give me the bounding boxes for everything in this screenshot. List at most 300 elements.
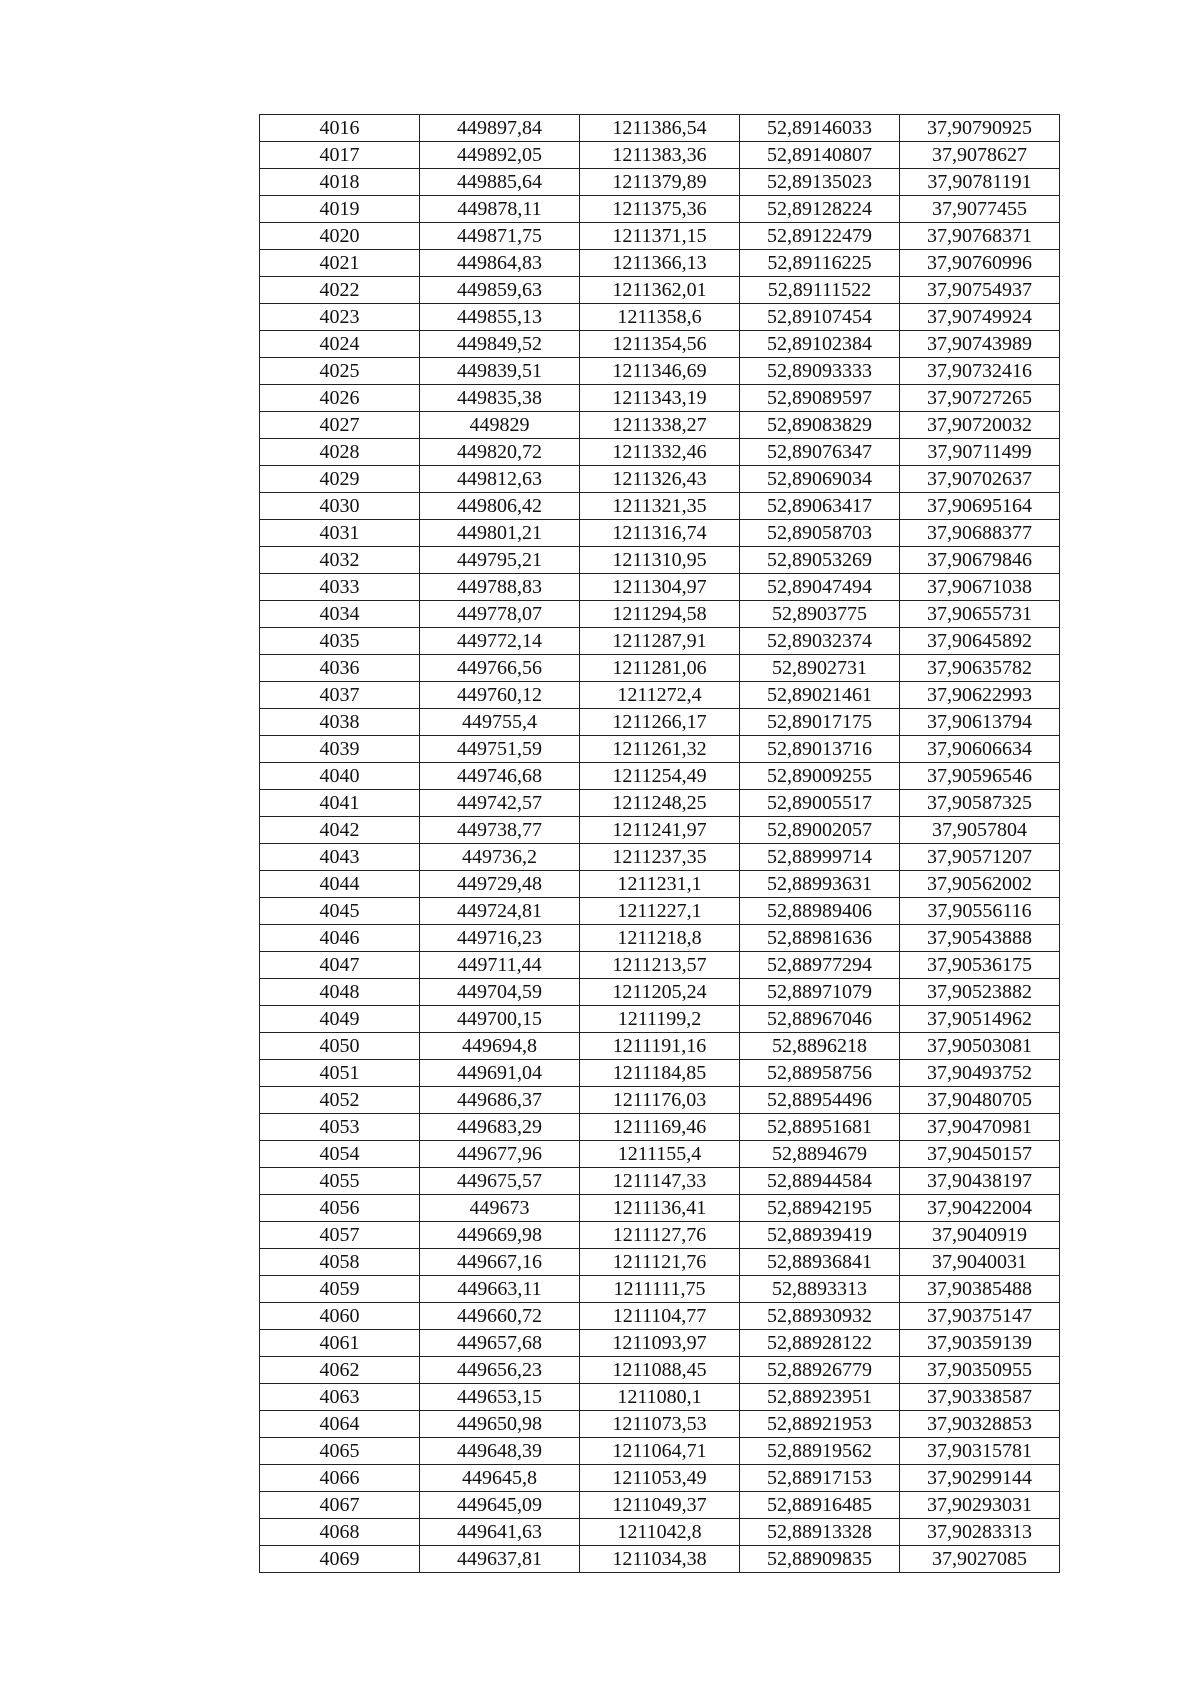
x-coordinate-cell: 449669,98 xyxy=(420,1222,580,1249)
x-coordinate-cell: 449645,09 xyxy=(420,1492,580,1519)
longitude-cell: 37,90781191 xyxy=(900,169,1060,196)
table-row xyxy=(260,898,1060,925)
x-coordinate-cell: 449736,2 xyxy=(420,844,580,871)
y-coordinate-cell: 1211287,91 xyxy=(580,628,740,655)
table-row xyxy=(260,709,1060,736)
latitude-cell: 52,88909835 xyxy=(740,1546,900,1573)
point-number-cell: 4019 xyxy=(260,196,420,223)
point-number-cell: 4056 xyxy=(260,1195,420,1222)
longitude-cell: 37,90470981 xyxy=(900,1114,1060,1141)
longitude-cell: 37,90438197 xyxy=(900,1168,1060,1195)
latitude-cell: 52,88916485 xyxy=(740,1492,900,1519)
longitude-cell: 37,90613794 xyxy=(900,709,1060,736)
y-coordinate-cell: 1211248,25 xyxy=(580,790,740,817)
latitude-cell: 52,88993631 xyxy=(740,871,900,898)
longitude-cell: 37,90299144 xyxy=(900,1465,1060,1492)
point-number-cell: 4059 xyxy=(260,1276,420,1303)
latitude-cell: 52,88951681 xyxy=(740,1114,900,1141)
table-row xyxy=(260,1249,1060,1276)
longitude-cell: 37,90422004 xyxy=(900,1195,1060,1222)
latitude-cell: 52,89135023 xyxy=(740,169,900,196)
table-row xyxy=(260,1411,1060,1438)
coordinates-table-body xyxy=(260,115,1060,1573)
y-coordinate-cell: 1211326,43 xyxy=(580,466,740,493)
point-number-cell: 4043 xyxy=(260,844,420,871)
x-coordinate-cell: 449829 xyxy=(420,412,580,439)
point-number-cell: 4033 xyxy=(260,574,420,601)
y-coordinate-cell: 1211316,74 xyxy=(580,520,740,547)
point-number-cell: 4027 xyxy=(260,412,420,439)
table-row xyxy=(260,1330,1060,1357)
latitude-cell: 52,88999714 xyxy=(740,844,900,871)
longitude-cell: 37,90743989 xyxy=(900,331,1060,358)
longitude-cell: 37,9027085 xyxy=(900,1546,1060,1573)
y-coordinate-cell: 1211375,36 xyxy=(580,196,740,223)
longitude-cell: 37,90543888 xyxy=(900,925,1060,952)
table-row xyxy=(260,196,1060,223)
point-number-cell: 4031 xyxy=(260,520,420,547)
y-coordinate-cell: 1211191,16 xyxy=(580,1033,740,1060)
x-coordinate-cell: 449855,13 xyxy=(420,304,580,331)
y-coordinate-cell: 1211386,54 xyxy=(580,115,740,142)
table-row xyxy=(260,1519,1060,1546)
longitude-cell: 37,90293031 xyxy=(900,1492,1060,1519)
x-coordinate-cell: 449675,57 xyxy=(420,1168,580,1195)
table-row xyxy=(260,1357,1060,1384)
point-number-cell: 4067 xyxy=(260,1492,420,1519)
point-number-cell: 4021 xyxy=(260,250,420,277)
point-number-cell: 4025 xyxy=(260,358,420,385)
table-row xyxy=(260,385,1060,412)
y-coordinate-cell: 1211169,46 xyxy=(580,1114,740,1141)
point-number-cell: 4068 xyxy=(260,1519,420,1546)
longitude-cell: 37,90695164 xyxy=(900,493,1060,520)
y-coordinate-cell: 1211147,33 xyxy=(580,1168,740,1195)
table-row xyxy=(260,547,1060,574)
longitude-cell: 37,90328853 xyxy=(900,1411,1060,1438)
point-number-cell: 4050 xyxy=(260,1033,420,1060)
y-coordinate-cell: 1211111,75 xyxy=(580,1276,740,1303)
latitude-cell: 52,89122479 xyxy=(740,223,900,250)
point-number-cell: 4024 xyxy=(260,331,420,358)
point-number-cell: 4018 xyxy=(260,169,420,196)
x-coordinate-cell: 449871,75 xyxy=(420,223,580,250)
latitude-cell: 52,88989406 xyxy=(740,898,900,925)
latitude-cell: 52,88928122 xyxy=(740,1330,900,1357)
longitude-cell: 37,9040919 xyxy=(900,1222,1060,1249)
table-row xyxy=(260,952,1060,979)
longitude-cell: 37,90338587 xyxy=(900,1384,1060,1411)
y-coordinate-cell: 1211080,1 xyxy=(580,1384,740,1411)
y-coordinate-cell: 1211155,4 xyxy=(580,1141,740,1168)
point-number-cell: 4063 xyxy=(260,1384,420,1411)
x-coordinate-cell: 449742,57 xyxy=(420,790,580,817)
x-coordinate-cell: 449766,56 xyxy=(420,655,580,682)
y-coordinate-cell: 1211343,19 xyxy=(580,385,740,412)
point-number-cell: 4066 xyxy=(260,1465,420,1492)
longitude-cell: 37,90596546 xyxy=(900,763,1060,790)
latitude-cell: 52,88967046 xyxy=(740,1006,900,1033)
table-row xyxy=(260,1492,1060,1519)
table-row xyxy=(260,628,1060,655)
y-coordinate-cell: 1211362,01 xyxy=(580,277,740,304)
latitude-cell: 52,89047494 xyxy=(740,574,900,601)
y-coordinate-cell: 1211294,58 xyxy=(580,601,740,628)
x-coordinate-cell: 449645,8 xyxy=(420,1465,580,1492)
point-number-cell: 4036 xyxy=(260,655,420,682)
point-number-cell: 4044 xyxy=(260,871,420,898)
longitude-cell: 37,9077455 xyxy=(900,196,1060,223)
longitude-cell: 37,90523882 xyxy=(900,979,1060,1006)
table-row xyxy=(260,1195,1060,1222)
x-coordinate-cell: 449801,21 xyxy=(420,520,580,547)
point-number-cell: 4051 xyxy=(260,1060,420,1087)
y-coordinate-cell: 1211093,97 xyxy=(580,1330,740,1357)
longitude-cell: 37,9040031 xyxy=(900,1249,1060,1276)
latitude-cell: 52,89107454 xyxy=(740,304,900,331)
latitude-cell: 52,88942195 xyxy=(740,1195,900,1222)
x-coordinate-cell: 449663,11 xyxy=(420,1276,580,1303)
point-number-cell: 4039 xyxy=(260,736,420,763)
longitude-cell: 37,90645892 xyxy=(900,628,1060,655)
x-coordinate-cell: 449778,07 xyxy=(420,601,580,628)
table-row xyxy=(260,871,1060,898)
x-coordinate-cell: 449751,59 xyxy=(420,736,580,763)
longitude-cell: 37,9078627 xyxy=(900,142,1060,169)
y-coordinate-cell: 1211127,76 xyxy=(580,1222,740,1249)
longitude-cell: 37,90727265 xyxy=(900,385,1060,412)
longitude-cell: 37,90571207 xyxy=(900,844,1060,871)
point-number-cell: 4034 xyxy=(260,601,420,628)
point-number-cell: 4030 xyxy=(260,493,420,520)
table-row xyxy=(260,1114,1060,1141)
x-coordinate-cell: 449667,16 xyxy=(420,1249,580,1276)
point-number-cell: 4029 xyxy=(260,466,420,493)
point-number-cell: 4062 xyxy=(260,1357,420,1384)
point-number-cell: 4035 xyxy=(260,628,420,655)
y-coordinate-cell: 1211049,37 xyxy=(580,1492,740,1519)
point-number-cell: 4016 xyxy=(260,115,420,142)
y-coordinate-cell: 1211184,85 xyxy=(580,1060,740,1087)
point-number-cell: 4046 xyxy=(260,925,420,952)
x-coordinate-cell: 449859,63 xyxy=(420,277,580,304)
y-coordinate-cell: 1211121,76 xyxy=(580,1249,740,1276)
x-coordinate-cell: 449700,15 xyxy=(420,1006,580,1033)
point-number-cell: 4022 xyxy=(260,277,420,304)
longitude-cell: 37,90503081 xyxy=(900,1033,1060,1060)
latitude-cell: 52,88913328 xyxy=(740,1519,900,1546)
latitude-cell: 52,89116225 xyxy=(740,250,900,277)
coordinates-table xyxy=(259,114,1060,1573)
y-coordinate-cell: 1211332,46 xyxy=(580,439,740,466)
x-coordinate-cell: 449686,37 xyxy=(420,1087,580,1114)
y-coordinate-cell: 1211310,95 xyxy=(580,547,740,574)
x-coordinate-cell: 449691,04 xyxy=(420,1060,580,1087)
x-coordinate-cell: 449864,83 xyxy=(420,250,580,277)
longitude-cell: 37,90359139 xyxy=(900,1330,1060,1357)
y-coordinate-cell: 1211042,8 xyxy=(580,1519,740,1546)
longitude-cell: 37,90350955 xyxy=(900,1357,1060,1384)
longitude-cell: 37,90536175 xyxy=(900,952,1060,979)
latitude-cell: 52,88971079 xyxy=(740,979,900,1006)
x-coordinate-cell: 449738,77 xyxy=(420,817,580,844)
x-coordinate-cell: 449795,21 xyxy=(420,547,580,574)
x-coordinate-cell: 449657,68 xyxy=(420,1330,580,1357)
longitude-cell: 37,9057804 xyxy=(900,817,1060,844)
x-coordinate-cell: 449746,68 xyxy=(420,763,580,790)
table-row xyxy=(260,1546,1060,1573)
longitude-cell: 37,90688377 xyxy=(900,520,1060,547)
x-coordinate-cell: 449772,14 xyxy=(420,628,580,655)
longitude-cell: 37,90622993 xyxy=(900,682,1060,709)
point-number-cell: 4047 xyxy=(260,952,420,979)
y-coordinate-cell: 1211241,97 xyxy=(580,817,740,844)
x-coordinate-cell: 449885,64 xyxy=(420,169,580,196)
longitude-cell: 37,90679846 xyxy=(900,547,1060,574)
x-coordinate-cell: 449650,98 xyxy=(420,1411,580,1438)
x-coordinate-cell: 449839,51 xyxy=(420,358,580,385)
longitude-cell: 37,90514962 xyxy=(900,1006,1060,1033)
point-number-cell: 4055 xyxy=(260,1168,420,1195)
x-coordinate-cell: 449892,05 xyxy=(420,142,580,169)
point-number-cell: 4028 xyxy=(260,439,420,466)
latitude-cell: 52,88981636 xyxy=(740,925,900,952)
x-coordinate-cell: 449849,52 xyxy=(420,331,580,358)
table-row xyxy=(260,1384,1060,1411)
latitude-cell: 52,89069034 xyxy=(740,466,900,493)
y-coordinate-cell: 1211304,97 xyxy=(580,574,740,601)
latitude-cell: 52,88921953 xyxy=(740,1411,900,1438)
longitude-cell: 37,90732416 xyxy=(900,358,1060,385)
point-number-cell: 4041 xyxy=(260,790,420,817)
table-row xyxy=(260,1168,1060,1195)
longitude-cell: 37,90450157 xyxy=(900,1141,1060,1168)
point-number-cell: 4057 xyxy=(260,1222,420,1249)
longitude-cell: 37,90385488 xyxy=(900,1276,1060,1303)
longitude-cell: 37,90556116 xyxy=(900,898,1060,925)
table-row xyxy=(260,250,1060,277)
longitude-cell: 37,90587325 xyxy=(900,790,1060,817)
latitude-cell: 52,88930932 xyxy=(740,1303,900,1330)
longitude-cell: 37,90562002 xyxy=(900,871,1060,898)
table-row xyxy=(260,1438,1060,1465)
x-coordinate-cell: 449878,11 xyxy=(420,196,580,223)
y-coordinate-cell: 1211338,27 xyxy=(580,412,740,439)
y-coordinate-cell: 1211261,32 xyxy=(580,736,740,763)
x-coordinate-cell: 449653,15 xyxy=(420,1384,580,1411)
table-row xyxy=(260,277,1060,304)
point-number-cell: 4020 xyxy=(260,223,420,250)
latitude-cell: 52,89128224 xyxy=(740,196,900,223)
point-number-cell: 4017 xyxy=(260,142,420,169)
longitude-cell: 37,90606634 xyxy=(900,736,1060,763)
y-coordinate-cell: 1211366,13 xyxy=(580,250,740,277)
y-coordinate-cell: 1211237,35 xyxy=(580,844,740,871)
longitude-cell: 37,90493752 xyxy=(900,1060,1060,1087)
latitude-cell: 52,8902731 xyxy=(740,655,900,682)
table-row xyxy=(260,1276,1060,1303)
point-number-cell: 4048 xyxy=(260,979,420,1006)
x-coordinate-cell: 449656,23 xyxy=(420,1357,580,1384)
y-coordinate-cell: 1211034,38 xyxy=(580,1546,740,1573)
latitude-cell: 52,88954496 xyxy=(740,1087,900,1114)
x-coordinate-cell: 449835,38 xyxy=(420,385,580,412)
point-number-cell: 4045 xyxy=(260,898,420,925)
latitude-cell: 52,88958756 xyxy=(740,1060,900,1087)
longitude-cell: 37,90480705 xyxy=(900,1087,1060,1114)
latitude-cell: 52,89083829 xyxy=(740,412,900,439)
latitude-cell: 52,89093333 xyxy=(740,358,900,385)
y-coordinate-cell: 1211227,1 xyxy=(580,898,740,925)
latitude-cell: 52,89053269 xyxy=(740,547,900,574)
longitude-cell: 37,90749924 xyxy=(900,304,1060,331)
table-row xyxy=(260,1060,1060,1087)
x-coordinate-cell: 449641,63 xyxy=(420,1519,580,1546)
point-number-cell: 4026 xyxy=(260,385,420,412)
x-coordinate-cell: 449677,96 xyxy=(420,1141,580,1168)
table-row xyxy=(260,925,1060,952)
latitude-cell: 52,8894679 xyxy=(740,1141,900,1168)
point-number-cell: 4040 xyxy=(260,763,420,790)
x-coordinate-cell: 449660,72 xyxy=(420,1303,580,1330)
point-number-cell: 4060 xyxy=(260,1303,420,1330)
x-coordinate-cell: 449729,48 xyxy=(420,871,580,898)
table-row xyxy=(260,331,1060,358)
y-coordinate-cell: 1211358,6 xyxy=(580,304,740,331)
table-row xyxy=(260,1006,1060,1033)
table-row xyxy=(260,790,1060,817)
y-coordinate-cell: 1211213,57 xyxy=(580,952,740,979)
table-row xyxy=(260,736,1060,763)
table-row xyxy=(260,493,1060,520)
point-number-cell: 4037 xyxy=(260,682,420,709)
longitude-cell: 37,90283313 xyxy=(900,1519,1060,1546)
latitude-cell: 52,8896218 xyxy=(740,1033,900,1060)
point-number-cell: 4069 xyxy=(260,1546,420,1573)
y-coordinate-cell: 1211218,8 xyxy=(580,925,740,952)
y-coordinate-cell: 1211231,1 xyxy=(580,871,740,898)
x-coordinate-cell: 449760,12 xyxy=(420,682,580,709)
table-row xyxy=(260,844,1060,871)
table-row xyxy=(260,115,1060,142)
y-coordinate-cell: 1211176,03 xyxy=(580,1087,740,1114)
longitude-cell: 37,90711499 xyxy=(900,439,1060,466)
latitude-cell: 52,89076347 xyxy=(740,439,900,466)
x-coordinate-cell: 449716,23 xyxy=(420,925,580,952)
table-row xyxy=(260,979,1060,1006)
longitude-cell: 37,90702637 xyxy=(900,466,1060,493)
table-row xyxy=(260,655,1060,682)
latitude-cell: 52,89002057 xyxy=(740,817,900,844)
y-coordinate-cell: 1211346,69 xyxy=(580,358,740,385)
latitude-cell: 52,88939419 xyxy=(740,1222,900,1249)
table-row xyxy=(260,817,1060,844)
table-row xyxy=(260,1033,1060,1060)
longitude-cell: 37,90655731 xyxy=(900,601,1060,628)
x-coordinate-cell: 449683,29 xyxy=(420,1114,580,1141)
latitude-cell: 52,88917153 xyxy=(740,1465,900,1492)
table-row xyxy=(260,466,1060,493)
x-coordinate-cell: 449788,83 xyxy=(420,574,580,601)
latitude-cell: 52,89146033 xyxy=(740,115,900,142)
point-number-cell: 4061 xyxy=(260,1330,420,1357)
latitude-cell: 52,89111522 xyxy=(740,277,900,304)
point-number-cell: 4064 xyxy=(260,1411,420,1438)
point-number-cell: 4058 xyxy=(260,1249,420,1276)
latitude-cell: 52,88919562 xyxy=(740,1438,900,1465)
longitude-cell: 37,90720032 xyxy=(900,412,1060,439)
longitude-cell: 37,90754937 xyxy=(900,277,1060,304)
table-row xyxy=(260,169,1060,196)
y-coordinate-cell: 1211136,41 xyxy=(580,1195,740,1222)
table-row xyxy=(260,520,1060,547)
latitude-cell: 52,89005517 xyxy=(740,790,900,817)
x-coordinate-cell: 449711,44 xyxy=(420,952,580,979)
latitude-cell: 52,89058703 xyxy=(740,520,900,547)
latitude-cell: 52,88923951 xyxy=(740,1384,900,1411)
y-coordinate-cell: 1211266,17 xyxy=(580,709,740,736)
x-coordinate-cell: 449755,4 xyxy=(420,709,580,736)
longitude-cell: 37,90768371 xyxy=(900,223,1060,250)
latitude-cell: 52,88936841 xyxy=(740,1249,900,1276)
table-row xyxy=(260,304,1060,331)
point-number-cell: 4049 xyxy=(260,1006,420,1033)
x-coordinate-cell: 449673 xyxy=(420,1195,580,1222)
point-number-cell: 4042 xyxy=(260,817,420,844)
point-number-cell: 4038 xyxy=(260,709,420,736)
y-coordinate-cell: 1211199,2 xyxy=(580,1006,740,1033)
latitude-cell: 52,89013716 xyxy=(740,736,900,763)
y-coordinate-cell: 1211383,36 xyxy=(580,142,740,169)
longitude-cell: 37,90760996 xyxy=(900,250,1060,277)
x-coordinate-cell: 449820,72 xyxy=(420,439,580,466)
y-coordinate-cell: 1211064,71 xyxy=(580,1438,740,1465)
longitude-cell: 37,90635782 xyxy=(900,655,1060,682)
y-coordinate-cell: 1211088,45 xyxy=(580,1357,740,1384)
x-coordinate-cell: 449724,81 xyxy=(420,898,580,925)
latitude-cell: 52,8903775 xyxy=(740,601,900,628)
table-row xyxy=(260,574,1060,601)
y-coordinate-cell: 1211272,4 xyxy=(580,682,740,709)
latitude-cell: 52,8893313 xyxy=(740,1276,900,1303)
table-row xyxy=(260,601,1060,628)
y-coordinate-cell: 1211254,49 xyxy=(580,763,740,790)
point-number-cell: 4054 xyxy=(260,1141,420,1168)
longitude-cell: 37,90375147 xyxy=(900,1303,1060,1330)
table-row xyxy=(260,142,1060,169)
y-coordinate-cell: 1211205,24 xyxy=(580,979,740,1006)
longitude-cell: 37,90671038 xyxy=(900,574,1060,601)
y-coordinate-cell: 1211371,15 xyxy=(580,223,740,250)
table-row xyxy=(260,1303,1060,1330)
table-row xyxy=(260,439,1060,466)
latitude-cell: 52,89017175 xyxy=(740,709,900,736)
longitude-cell: 37,90790925 xyxy=(900,115,1060,142)
y-coordinate-cell: 1211104,77 xyxy=(580,1303,740,1330)
table-row xyxy=(260,682,1060,709)
latitude-cell: 52,89102384 xyxy=(740,331,900,358)
y-coordinate-cell: 1211379,89 xyxy=(580,169,740,196)
point-number-cell: 4065 xyxy=(260,1438,420,1465)
latitude-cell: 52,89089597 xyxy=(740,385,900,412)
table-row xyxy=(260,1222,1060,1249)
x-coordinate-cell: 449694,8 xyxy=(420,1033,580,1060)
latitude-cell: 52,88977294 xyxy=(740,952,900,979)
latitude-cell: 52,88926779 xyxy=(740,1357,900,1384)
point-number-cell: 4053 xyxy=(260,1114,420,1141)
x-coordinate-cell: 449806,42 xyxy=(420,493,580,520)
latitude-cell: 52,89021461 xyxy=(740,682,900,709)
